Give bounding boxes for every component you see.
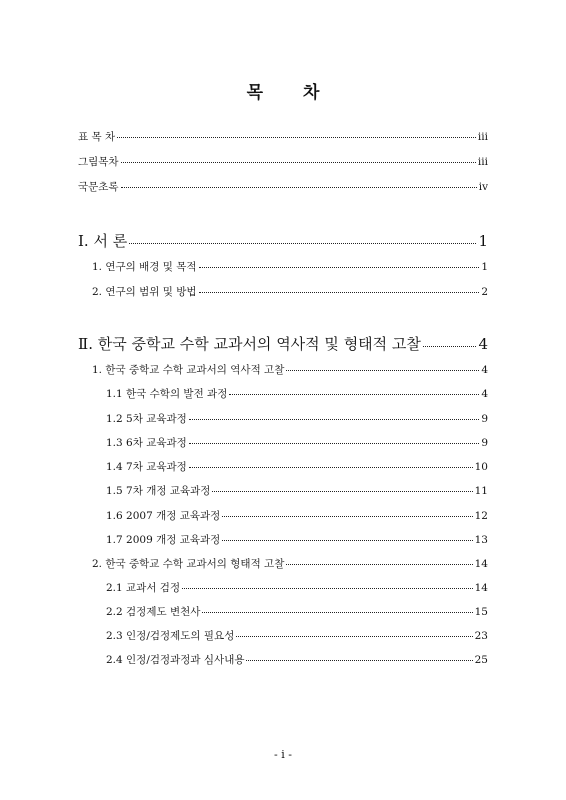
toc-subsection-1-5[interactable] bbox=[106, 483, 488, 498]
toc-subsection-label: 1.3 6차 교육과정 bbox=[106, 437, 187, 449]
toc-section-label: 1. 연구의 배경 및 목적 bbox=[92, 261, 197, 273]
toc-subsection-label: 1.7 2009 개정 교육과정 bbox=[106, 534, 221, 546]
toc-subsection-page: 9 bbox=[481, 437, 488, 449]
toc-section-2-1[interactable] bbox=[92, 362, 488, 377]
toc-subsection-page: 15 bbox=[474, 606, 488, 618]
dot-leader bbox=[189, 443, 480, 444]
toc-subsection-label: 1.1 한국 수학의 발전 과정 bbox=[106, 388, 228, 400]
dot-leader bbox=[189, 467, 473, 468]
toc-subsection-2-2[interactable] bbox=[106, 604, 488, 619]
toc-subsection-page: 25 bbox=[474, 654, 488, 666]
dot-leader bbox=[286, 564, 472, 565]
toc-chapter-label: Ⅱ. 한국 중학교 수학 교과서의 역사적 및 형태적 고찰 bbox=[78, 335, 421, 353]
toc-subsection-label: 1.5 7차 개정 교육과정 bbox=[106, 485, 211, 497]
dot-leader bbox=[222, 540, 472, 541]
title-right-char: 차 bbox=[303, 83, 320, 103]
toc-subsection-label: 2.4 인정/검정과정과 심사내용 bbox=[106, 654, 245, 666]
dot-leader bbox=[199, 292, 480, 293]
page-number: - i - bbox=[274, 748, 292, 761]
toc-subsection-2-1[interactable] bbox=[106, 580, 488, 595]
toc-entry-page: ⅳ bbox=[478, 181, 488, 193]
dot-leader bbox=[121, 162, 476, 163]
toc-section-label: 1. 한국 중학교 수학 교과서의 역사적 고찰 bbox=[92, 364, 285, 376]
toc-subsection-label: 2.3 인정/검정제도의 필요성 bbox=[106, 630, 235, 642]
dot-leader bbox=[236, 636, 472, 637]
toc-section-page: 4 bbox=[481, 364, 488, 376]
page-title bbox=[0, 78, 566, 103]
toc-section-page: 2 bbox=[481, 286, 488, 298]
toc-chapter-page: 4 bbox=[478, 335, 488, 353]
toc-subsection-1-4[interactable] bbox=[106, 459, 488, 474]
dot-leader bbox=[286, 370, 479, 371]
toc-subsection-page: 23 bbox=[474, 630, 488, 642]
dot-leader bbox=[423, 346, 477, 347]
toc-subsection-page: 10 bbox=[474, 461, 488, 473]
toc-subsection-page: 11 bbox=[474, 485, 488, 497]
toc-subsection-page: 14 bbox=[474, 582, 488, 594]
toc-subsection-page: 13 bbox=[474, 534, 488, 546]
toc-entry-abstract[interactable] bbox=[78, 179, 488, 194]
toc-section-page: 1 bbox=[481, 261, 488, 273]
dot-leader bbox=[121, 187, 477, 188]
toc-entry-figure-list[interactable] bbox=[78, 154, 488, 169]
toc-subsection-label: 1.6 2007 개정 교육과정 bbox=[106, 510, 221, 522]
dot-leader bbox=[182, 588, 473, 589]
toc-subsection-page: 4 bbox=[481, 388, 488, 400]
toc-subsection-label: 1.4 7차 교육과정 bbox=[106, 461, 187, 473]
toc-entry-label: 그림목차 bbox=[78, 156, 119, 168]
toc-chapter-1[interactable] bbox=[78, 230, 488, 251]
dot-leader bbox=[129, 243, 476, 244]
toc-chapter-2[interactable] bbox=[78, 333, 488, 354]
toc-subsection-label: 2.2 검정제도 변천사 bbox=[106, 606, 201, 618]
toc-subsection-label: 2.1 교과서 검정 bbox=[106, 582, 181, 594]
dot-leader bbox=[199, 267, 480, 268]
toc-section-page: 14 bbox=[474, 558, 488, 570]
dot-leader bbox=[117, 137, 476, 138]
toc-entry-label: 표 목 차 bbox=[78, 131, 116, 143]
dot-leader bbox=[222, 516, 472, 517]
toc-subsection-2-4[interactable] bbox=[106, 652, 488, 667]
toc-subsection-2-3[interactable] bbox=[106, 628, 488, 643]
toc-entry-page: iii bbox=[477, 156, 488, 168]
toc-section-2-2[interactable] bbox=[92, 556, 488, 571]
toc-section-label: 2. 한국 중학교 수학 교과서의 형태적 고찰 bbox=[92, 558, 285, 570]
dot-leader bbox=[189, 419, 480, 420]
toc-entry-label: 국문초록 bbox=[78, 181, 119, 193]
dot-leader bbox=[202, 612, 472, 613]
toc-subsection-1-1[interactable] bbox=[106, 386, 488, 401]
toc-subsection-1-7[interactable] bbox=[106, 532, 488, 547]
toc-subsection-page: 9 bbox=[481, 413, 488, 425]
toc-entry-table-list[interactable] bbox=[78, 129, 488, 144]
dot-leader bbox=[229, 394, 479, 395]
toc-section-1-1[interactable] bbox=[92, 259, 488, 274]
toc-chapter-page: 1 bbox=[478, 232, 488, 250]
dot-leader bbox=[246, 660, 472, 661]
title-left-char: 목 bbox=[246, 83, 263, 103]
toc-section-label: 2. 연구의 범위 및 방법 bbox=[92, 286, 197, 298]
toc-entry-page: iii bbox=[477, 131, 488, 143]
toc-subsection-1-6[interactable] bbox=[106, 508, 488, 523]
toc-subsection-label: 1.2 5차 교육과정 bbox=[106, 413, 187, 425]
toc-subsection-page: 12 bbox=[474, 510, 488, 522]
toc-subsection-1-3[interactable] bbox=[106, 435, 488, 450]
toc-section-1-2[interactable] bbox=[92, 284, 488, 299]
toc-subsection-1-2[interactable] bbox=[106, 411, 488, 426]
dot-leader bbox=[212, 491, 472, 492]
toc-chapter-label: Ⅰ. 서 론 bbox=[78, 232, 128, 250]
